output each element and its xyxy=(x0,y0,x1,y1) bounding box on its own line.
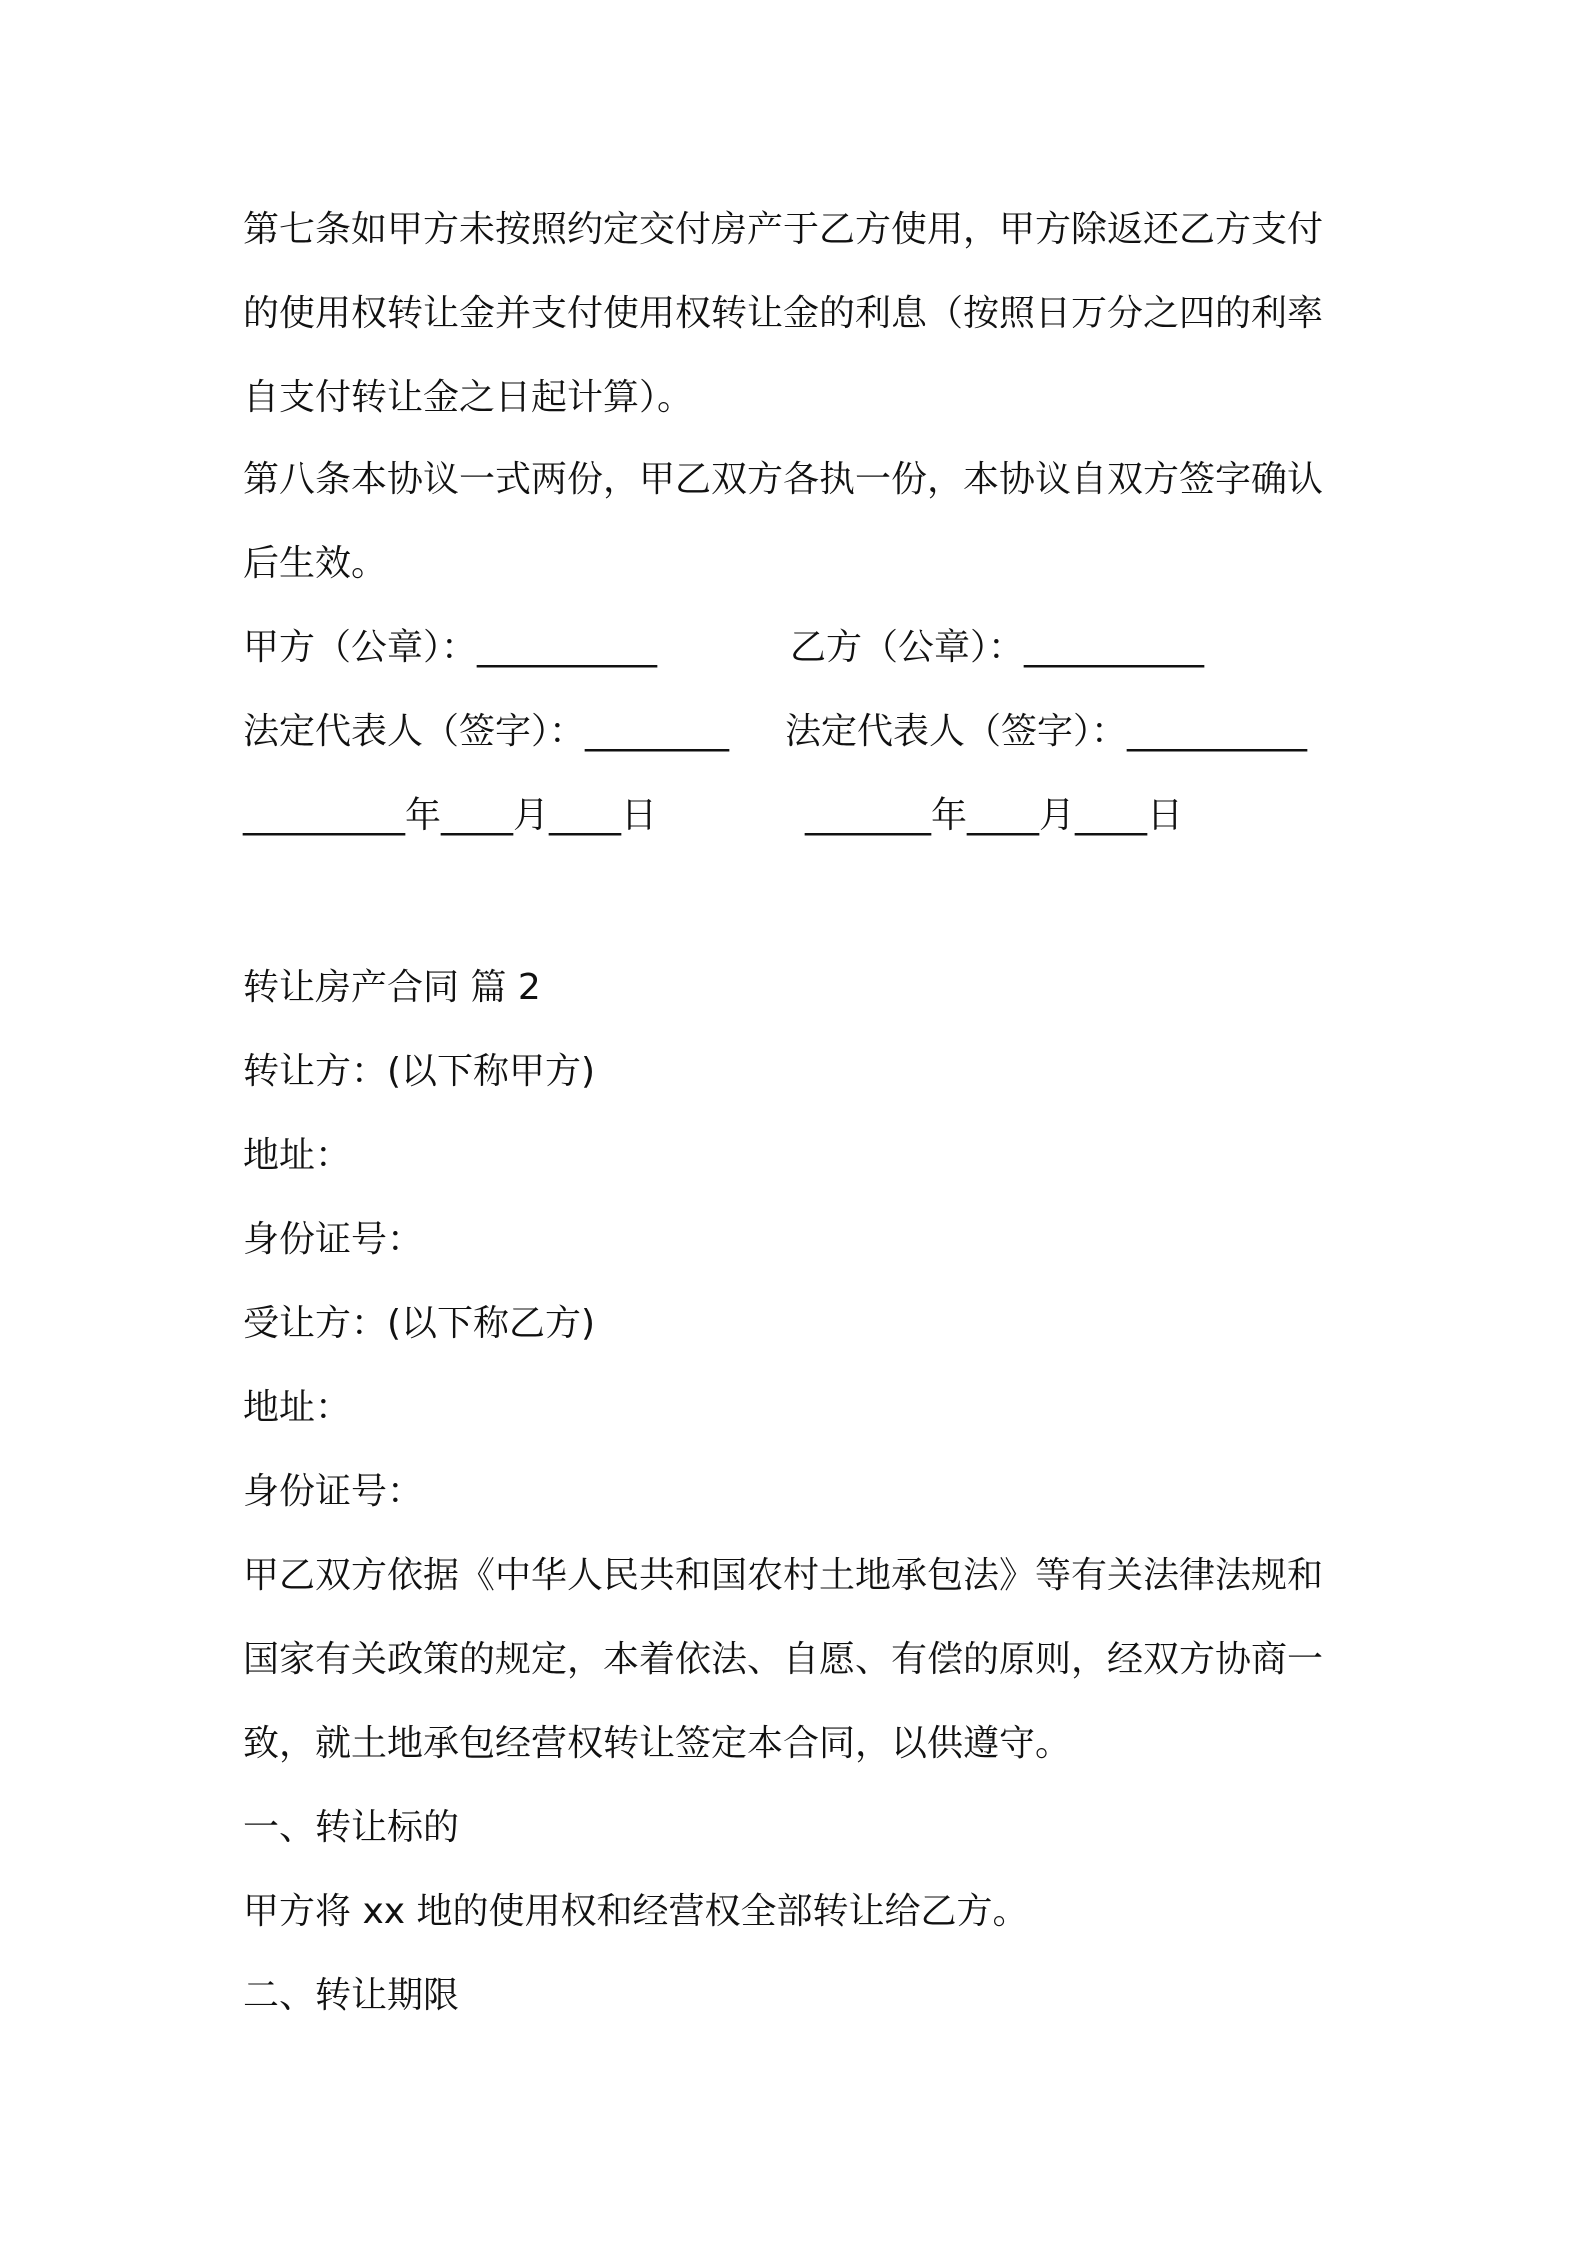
transferee-id: 身份证号： xyxy=(243,1471,424,1512)
transferee-line: 受让方：(以下称乙方) xyxy=(243,1303,596,1344)
party-a-seal-field: 甲方（公章）：__________ xyxy=(243,627,658,668)
party-b-seal-field: 乙方（公章）：__________ xyxy=(790,627,1205,668)
section2-title: 转让房产合同 篇 2 xyxy=(243,967,541,1008)
transferor-id: 身份证号： xyxy=(243,1219,424,1260)
transferee-address: 地址： xyxy=(243,1387,352,1428)
signature-row-seal xyxy=(243,626,1363,670)
heading-transfer-term: 二、转让期限 xyxy=(243,1975,460,2016)
party-a-rep-field: 法定代表人（签字）：________ xyxy=(243,711,730,752)
transfer-subject-text: 甲方将 xx 地的使用权和经营权全部转让给乙方。 xyxy=(243,1891,1029,1932)
signature-row-rep xyxy=(243,710,1363,754)
preamble-line2: 国家有关政策的规定，本着依法、自愿、有偿的原则，经双方协商一 xyxy=(243,1639,1324,1680)
signature-row-date xyxy=(243,794,1363,838)
transferor-line: 转让方：(以下称甲方) xyxy=(243,1051,596,1092)
party-b-rep-field: 法定代表人（签字）：__________ xyxy=(785,711,1308,752)
article8-line2: 后生效。 xyxy=(243,543,388,584)
transferor-address: 地址： xyxy=(243,1135,352,1176)
article7-line3: 自支付转让金之日起计算）。 xyxy=(243,377,694,418)
article7-line1: 第七条如甲方未按照约定交付房产于乙方使用，甲方除返还乙方支付 xyxy=(243,209,1324,250)
article7-line2: 的使用权转让金并支付使用权转让金的利息（按照日万分之四的利率 xyxy=(243,293,1324,334)
party-a-date-field: _________年____月____日 xyxy=(243,795,657,836)
article8-line1: 第八条本协议一式两份，甲乙双方各执一份，本协议自双方签字确认 xyxy=(243,459,1324,500)
heading-transfer-subject: 一、转让标的 xyxy=(243,1807,460,1848)
preamble-line3: 致，就土地承包经营权转让签定本合同，以供遵守。 xyxy=(243,1723,1072,1764)
preamble-line1: 甲乙双方依据《中华人民共和国农村土地承包法》等有关法律法规和 xyxy=(243,1555,1324,1596)
party-b-date-field: _______年____月____日 xyxy=(805,795,1183,836)
